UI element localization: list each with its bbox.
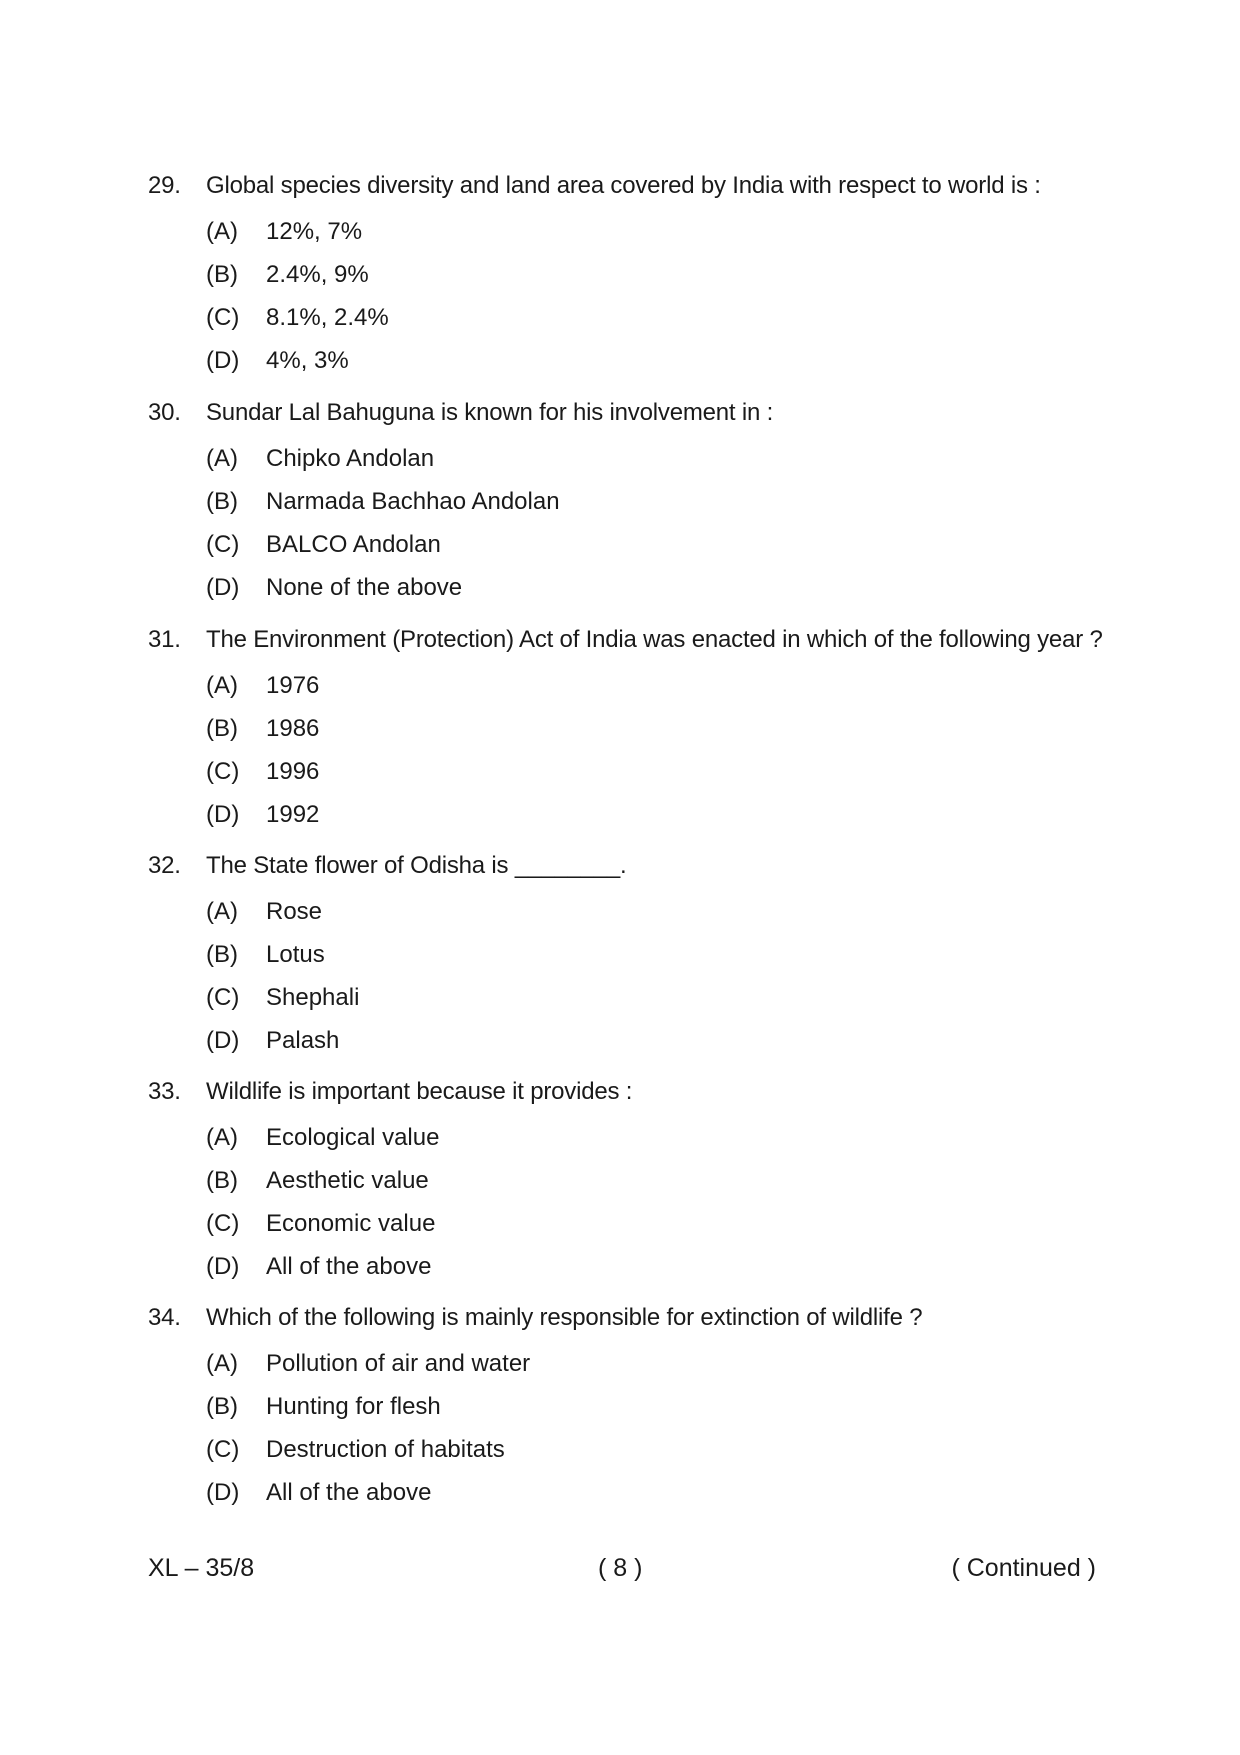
question-number: 34. bbox=[148, 1304, 181, 1331]
option-label: (A) bbox=[206, 897, 238, 925]
option-c bbox=[206, 1202, 1108, 1245]
question-text: Wildlife is important because it provides : bbox=[206, 1078, 633, 1105]
option-label: (D) bbox=[206, 1252, 240, 1280]
option-text: Chipko Andolan bbox=[266, 444, 435, 472]
option-label: (B) bbox=[206, 714, 238, 742]
option-label: (B) bbox=[206, 260, 238, 288]
option-text: Aesthetic value bbox=[266, 1166, 429, 1194]
question-34 bbox=[148, 1298, 1108, 1514]
option-text: Shephali bbox=[266, 983, 360, 1011]
continued-label: ( Continued ) bbox=[951, 1554, 1096, 1582]
option-a bbox=[206, 210, 1108, 253]
option-text: BALCO Andolan bbox=[266, 530, 441, 558]
option-label: (C) bbox=[206, 1435, 240, 1463]
option-d bbox=[206, 339, 1108, 382]
option-text: Narmada Bachhao Andolan bbox=[266, 487, 560, 515]
option-label: (D) bbox=[206, 1478, 240, 1506]
option-text: Destruction of habitats bbox=[266, 1435, 505, 1463]
option-a bbox=[206, 437, 1108, 480]
option-label: (D) bbox=[206, 573, 240, 601]
question-number: 31. bbox=[148, 626, 181, 653]
option-label: (C) bbox=[206, 757, 240, 785]
option-text: Palash bbox=[266, 1026, 340, 1054]
option-d bbox=[206, 1245, 1108, 1288]
option-b bbox=[206, 480, 1108, 523]
option-label: (B) bbox=[206, 1166, 238, 1194]
option-list bbox=[206, 664, 1108, 836]
option-label: (A) bbox=[206, 444, 238, 472]
option-c bbox=[206, 976, 1108, 1019]
option-c bbox=[206, 1428, 1108, 1471]
option-list bbox=[206, 437, 1108, 609]
option-b bbox=[206, 1385, 1108, 1428]
option-a bbox=[206, 890, 1108, 933]
option-label: (A) bbox=[206, 217, 238, 245]
option-text: Hunting for flesh bbox=[266, 1392, 441, 1420]
question-text: Sundar Lal Bahuguna is known for his involvement in : bbox=[206, 399, 774, 426]
option-b bbox=[206, 1159, 1108, 1202]
question-number: 33. bbox=[148, 1078, 181, 1105]
option-text: Rose bbox=[266, 897, 323, 925]
option-label: (B) bbox=[206, 487, 238, 515]
option-b bbox=[206, 253, 1108, 296]
question-32 bbox=[148, 846, 1108, 1062]
option-text: 1996 bbox=[266, 757, 320, 785]
option-text: 1986 bbox=[266, 714, 320, 742]
question-text: The State flower of Odisha is ________. bbox=[206, 852, 627, 879]
option-label: (C) bbox=[206, 303, 240, 331]
option-a bbox=[206, 664, 1108, 707]
option-label: (A) bbox=[206, 671, 238, 699]
option-label: (A) bbox=[206, 1123, 238, 1151]
option-label: (B) bbox=[206, 940, 238, 968]
option-text: Economic value bbox=[266, 1209, 436, 1237]
option-a bbox=[206, 1116, 1108, 1159]
option-text: All of the above bbox=[266, 1252, 432, 1280]
paper-code: XL – 35/8 bbox=[148, 1554, 255, 1582]
option-d bbox=[206, 1019, 1108, 1062]
question-number: 32. bbox=[148, 852, 181, 879]
option-text: Ecological value bbox=[266, 1123, 440, 1151]
option-text: Pollution of air and water bbox=[266, 1349, 531, 1377]
option-label: (A) bbox=[206, 1349, 238, 1377]
option-c bbox=[206, 750, 1108, 793]
option-c bbox=[206, 523, 1108, 566]
option-label: (D) bbox=[206, 1026, 240, 1054]
option-b bbox=[206, 933, 1108, 976]
option-label: (D) bbox=[206, 800, 240, 828]
question-31 bbox=[148, 620, 1108, 836]
option-text: 1976 bbox=[266, 671, 320, 699]
option-text: None of the above bbox=[266, 573, 463, 601]
option-list bbox=[206, 890, 1108, 1062]
option-label: (C) bbox=[206, 530, 240, 558]
question-30 bbox=[148, 393, 1108, 609]
option-label: (D) bbox=[206, 346, 240, 374]
question-number: 29. bbox=[148, 172, 181, 199]
question-number: 30. bbox=[148, 399, 181, 426]
option-a bbox=[206, 1342, 1108, 1385]
question-29 bbox=[148, 166, 1108, 382]
option-d bbox=[206, 1471, 1108, 1514]
question-text: Which of the following is mainly responsible for extinction of wildlife ? bbox=[206, 1304, 923, 1331]
question-text: The Environment (Protection) Act of India was enacted in which of the following year ? bbox=[206, 626, 1103, 653]
option-list bbox=[206, 210, 1108, 382]
option-label: (B) bbox=[206, 1392, 238, 1420]
option-text: 8.1%, 2.4% bbox=[266, 303, 389, 331]
option-list bbox=[206, 1342, 1108, 1514]
option-list bbox=[206, 1116, 1108, 1288]
option-text: All of the above bbox=[266, 1478, 432, 1506]
option-text: 12%, 7% bbox=[266, 217, 363, 245]
option-c bbox=[206, 296, 1108, 339]
question-text: Global species diversity and land area covered by India with respect to world is : bbox=[206, 172, 1041, 199]
option-d bbox=[206, 793, 1108, 836]
option-label: (C) bbox=[206, 1209, 240, 1237]
page-number: ( 8 ) bbox=[598, 1554, 643, 1582]
option-text: 4%, 3% bbox=[266, 346, 349, 374]
option-text: Lotus bbox=[266, 940, 325, 968]
option-text: 1992 bbox=[266, 800, 320, 828]
option-b bbox=[206, 707, 1108, 750]
option-d bbox=[206, 566, 1108, 609]
option-label: (C) bbox=[206, 983, 240, 1011]
option-text: 2.4%, 9% bbox=[266, 260, 369, 288]
page-footer bbox=[148, 1548, 1096, 1588]
question-33 bbox=[148, 1072, 1108, 1288]
